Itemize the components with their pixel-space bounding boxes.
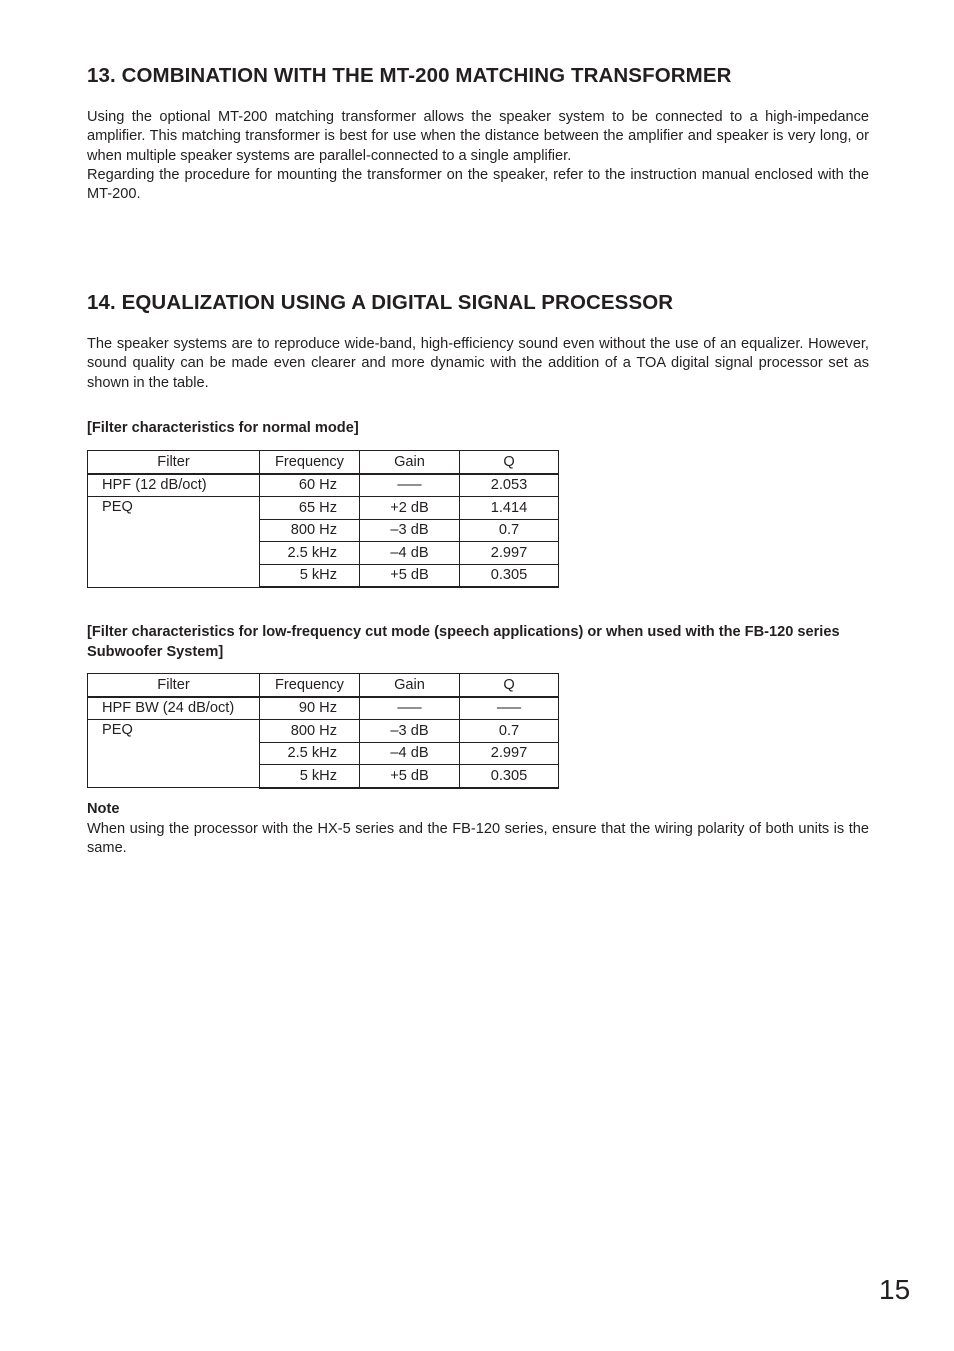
frequency-cell: 800 Hz	[260, 720, 360, 743]
frequency-cell: 2.5 kHz	[260, 742, 360, 765]
note-body	[87, 820, 869, 859]
filter-cell: PEQ	[88, 497, 260, 588]
header-gain: Gain	[360, 674, 460, 697]
note-title: Note	[87, 801, 120, 817]
gain-cell: –––	[360, 474, 460, 497]
gain-cell: –––	[360, 697, 460, 720]
gain-cell: +5 dB	[360, 765, 460, 788]
gain-cell: –4 dB	[360, 542, 460, 565]
normal-mode-filter-table	[87, 450, 559, 588]
table-row	[88, 697, 559, 720]
frequency-cell: 5 kHz	[260, 564, 360, 587]
gain-cell: –3 dB	[360, 519, 460, 542]
q-cell: 1.414	[460, 497, 559, 520]
section-13-paragraph-1: Using the optional MT-200 matching transformer allows the speaker system to be connected to a high-impedance amplifier. This matching transformer is best for use when the distance between the amplifier and speaker is very long, or when multiple speaker systems are parallel-connected to a single amplifier.	[87, 109, 869, 164]
header-filter: Filter	[88, 451, 260, 474]
q-cell: 0.305	[460, 564, 559, 587]
filter-cell: HPF (12 dB/oct)	[88, 474, 260, 497]
header-frequency: Frequency	[260, 674, 360, 697]
q-cell: 2.053	[460, 474, 559, 497]
gain-cell: +5 dB	[360, 564, 460, 587]
frequency-cell: 800 Hz	[260, 519, 360, 542]
table-header-row	[88, 674, 559, 697]
filter-cell: PEQ	[88, 720, 260, 788]
frequency-cell: 60 Hz	[260, 474, 360, 497]
section-13-heading: 13. COMBINATION WITH THE MT-200 MATCHING TRANSFORMER	[87, 64, 732, 87]
section-14-heading: 14. EQUALIZATION USING A DIGITAL SIGNAL PROCESSOR	[87, 291, 674, 314]
frequency-cell: 5 kHz	[260, 765, 360, 788]
gain-cell: –3 dB	[360, 720, 460, 743]
section-14-body	[87, 335, 869, 393]
gain-cell: +2 dB	[360, 497, 460, 520]
q-cell: –––	[460, 697, 559, 720]
frequency-cell: 90 Hz	[260, 697, 360, 720]
q-cell: 0.7	[460, 720, 559, 743]
q-cell: 2.997	[460, 542, 559, 565]
page-number: 15	[879, 1274, 911, 1305]
frequency-cell: 65 Hz	[260, 497, 360, 520]
filter-cell: HPF BW (24 dB/oct)	[88, 697, 260, 720]
note-text: When using the processor with the HX-5 series and the FB-120 series, ensure that the wiring polarity of both units is the same.	[87, 821, 869, 857]
frequency-cell: 2.5 kHz	[260, 542, 360, 565]
header-q: Q	[460, 674, 559, 697]
header-gain: Gain	[360, 451, 460, 474]
low-cut-mode-filter-table	[87, 673, 559, 789]
header-q: Q	[460, 451, 559, 474]
q-cell: 0.305	[460, 765, 559, 788]
table-1-caption: [Filter characteristics for normal mode]	[87, 420, 359, 436]
header-filter: Filter	[88, 674, 260, 697]
section-13-paragraph-2: Regarding the procedure for mounting the transformer on the speaker, refer to the instruction manual enclosed with the MT-200.	[87, 166, 869, 203]
section-14-paragraph: The speaker systems are to reproduce wide-band, high-efficiency sound even without the use of an equalizer. However, sound quality can be made even clearer and more dynamic with the addition of a TOA digital signal processor set as shown in the table.	[87, 336, 869, 391]
gain-cell: –4 dB	[360, 742, 460, 765]
table-row	[88, 474, 559, 497]
table-row	[88, 497, 559, 520]
section-13-body	[87, 108, 869, 204]
table-2-caption: [Filter characteristics for low-frequency cut mode (speech applications) or when used with the FB-120 series Subwoofer System]	[87, 624, 840, 660]
q-cell: 2.997	[460, 742, 559, 765]
header-frequency: Frequency	[260, 451, 360, 474]
q-cell: 0.7	[460, 519, 559, 542]
table-header-row	[88, 451, 559, 474]
table-row	[88, 720, 559, 743]
